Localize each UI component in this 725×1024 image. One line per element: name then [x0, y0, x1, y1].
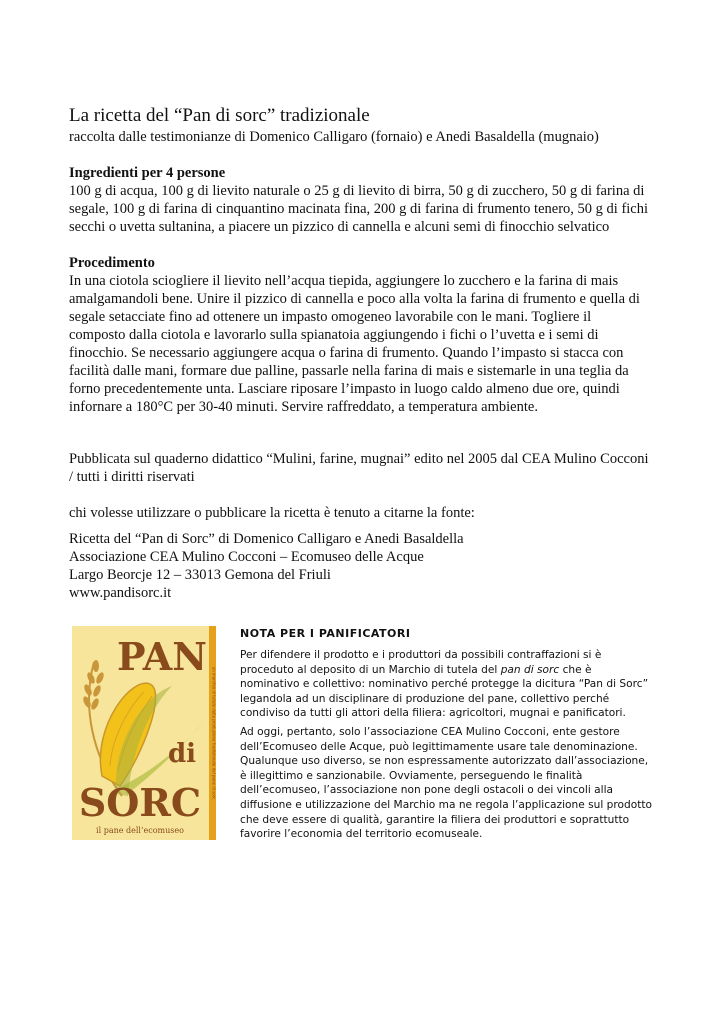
procedure-line: composto dalla ciotola e lavorarlo sulla spianatoia aggiungendo i fichi o l’uvetta e i semi di	[69, 327, 599, 343]
nota-line: Per difendere il prodotto e i produttori da possibili contraffazioni si è	[240, 649, 602, 661]
ingredients-line: segale, 100 g di farina di cinquantino macinata fina, 200 g di farina di frumento tenero, 50 g di fichi	[69, 201, 649, 217]
publication-line: / tutti i diritti riservati	[69, 469, 195, 485]
nota-line: nominativo e collettivo: nominativo perché protegge la dicitura “Pan di Sorc”	[240, 678, 649, 691]
procedure-line: In una ciotola sciogliere il lievito nell’acqua tiepida, aggiungere lo zucchero e la farina di mais	[69, 273, 619, 289]
procedure-heading: Procedimento	[69, 255, 155, 271]
ingredients-heading: Ingredienti per 4 persone	[69, 165, 226, 181]
source-line: Associazione CEA Mulino Cocconi – Ecomuseo delle Acque	[69, 549, 424, 565]
nota-line: dell’Ecomuseo delle Acque, può legittimamente usare tale denominazione.	[240, 740, 638, 753]
nota-line: Qualunque uso diverso, se non espressamente autorizzato dall’associazione,	[240, 755, 649, 768]
recipe-document	[69, 104, 659, 602]
nota-line: proceduto al deposito di un Marchio di tutela del pan di sorc che è	[240, 663, 592, 676]
procedure-line: amalgamandoli bene. Unire il pizzico di cannella e poco alla volta la farina di frumento e quella di	[69, 291, 640, 307]
ingredients-text	[69, 182, 659, 236]
nota-line: favorire l’economia del territorio ecomuseale.	[240, 828, 483, 841]
procedure-text	[69, 272, 659, 416]
website-link[interactable]: www.pandisorc.it	[69, 585, 172, 601]
source-line: Largo Beorcje 12 – 33013 Gemona del Friuli	[69, 567, 331, 583]
nota-heading: NOTA PER I PANIFICATORI	[240, 627, 411, 640]
nota-panificatori	[240, 627, 660, 846]
nota-paragraph-1	[240, 648, 660, 721]
source-line: Ricetta del “Pan di Sorc” di Domenico Calligaro e Anedi Basaldella	[69, 531, 464, 547]
logo-word-di: di	[167, 739, 197, 769]
nota-line: diffusione e utilizzazione del Marchio ma ne regola l’applicazione sul prodotto	[240, 798, 652, 811]
nota-line: legandola ad un disciplinare di produzione del pane, collettivo perché	[240, 692, 610, 705]
procedure-line: segale setacciate fino ad ottenere un impasto omogeneo lavorabile con le mani. Togliere il	[69, 309, 592, 325]
nota-paragraph-2	[240, 725, 660, 842]
logo-side-text: un marchio di tutela della produzione tradizionale del pane di sorc	[211, 666, 216, 800]
procedure-line: infornare a 180°C per 30-40 minuti. Servire raffreddato, a temperatura ambiente.	[69, 399, 538, 415]
nota-line: dell’ecomuseo, l’associazione non pone degli ostacoli o dei vincoli alla	[240, 784, 614, 797]
ingredients-line: 100 g di acqua, 100 g di lievito naturale o 25 g di lievito di birra, 50 g di zucchero, 50 g di farina di	[69, 183, 645, 199]
citation-note: chi volesse utilizzare o pubblicare la ricetta è tenuto a citarne la fonte:	[69, 505, 475, 521]
recipe-title: La ricetta del “Pan di sorc” tradizionale	[69, 105, 370, 126]
source-block	[69, 530, 659, 602]
procedure-line: finocchio. Se necessario aggiungere acqua o farina di frumento. Quando l’impasto si stacca con	[69, 345, 624, 361]
publication-note	[69, 450, 659, 486]
logo-word-sorc: SORC	[78, 780, 202, 825]
procedure-line: facilità dalle mani, formare due palline, passarle nella farina di mais e sistemarle in una teglia da	[69, 363, 629, 379]
nota-line: condiviso da tutti gli attori della filiera: agricoltori, mugnai e panificatori.	[240, 707, 626, 720]
nota-line: che deve essere di qualità, garantire la filiera dei produttori e soprattutto	[240, 813, 630, 826]
pan-di-sorc-logo	[72, 626, 216, 840]
nota-line: è illegittimo e sanzionabile. Ovviamente, perseguendo le finalità	[240, 769, 583, 782]
logo-tagline: il pane dell’ecomuseo	[96, 826, 184, 835]
publication-line: Pubblicata sul quaderno didattico “Mulini, farine, mugnai” edito nel 2005 dal CEA Mulino Cocconi	[69, 451, 649, 467]
ingredients-line: secchi o uvetta sultanina, a piacere un pizzico di cannella e alcuni semi di finocchio selvatico	[69, 219, 610, 235]
recipe-subtitle: raccolta dalle testimonianze di Domenico Calligaro (fornaio) e Anedi Basaldella (mugnaio)	[69, 129, 599, 145]
nota-line: Ad oggi, pertanto, solo l’associazione CEA Mulino Cocconi, ente gestore	[240, 725, 620, 738]
procedure-line: forno precedentemente unta. Lasciare riposare l’impasto in luogo caldo almeno due ore, quindi	[69, 381, 620, 397]
logo-word-pan: PAN	[116, 634, 208, 679]
